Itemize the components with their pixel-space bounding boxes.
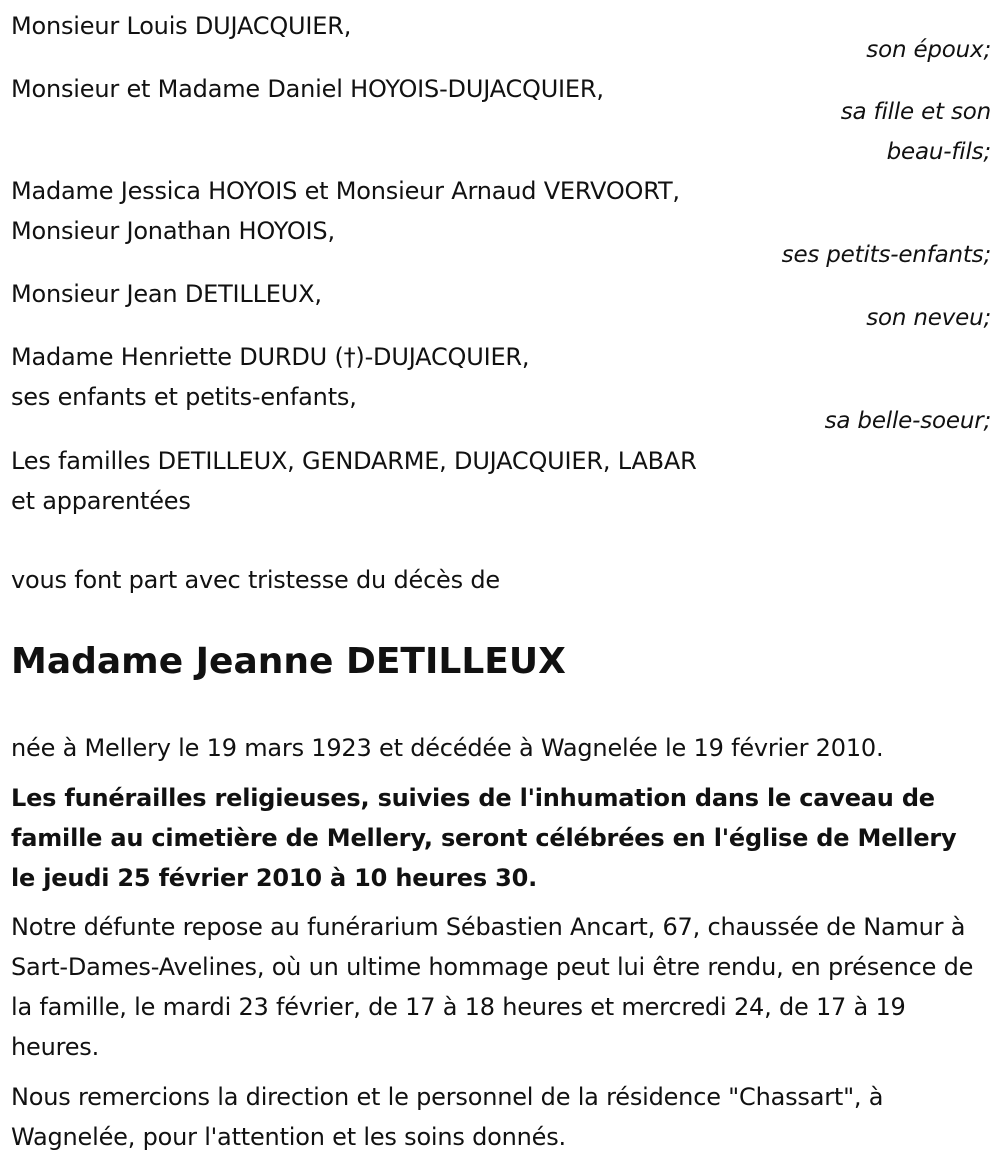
family-name-line: Monsieur Jonathan HOYOIS, (11, 217, 335, 245)
visitation-text: Notre défunte repose au funérarium Sébastien Ancart, 67, chaussée de Namur à Sart-Dames-Avelines, où un ultime hommage peut lui être rendu, en présence de la famille, le mardi 23 février, de 17 à 18 heures et mercredi 24, de 17 à 19 heures. (11, 913, 974, 1061)
family-name-line: Monsieur et Madame Daniel HOYOIS-DUJACQUIER, (11, 75, 604, 103)
family-relation: son époux; (866, 37, 991, 63)
thanks-text: Nous remercions la direction et le personnel de la résidence "Chassart", à Wagnelée, pour l'attention et les soins donnés. (11, 1083, 884, 1151)
deceased-name: Madame Jeanne DETILLEUX (11, 641, 566, 682)
family-name-line: Madame Henriette DURDU (†)-DUJACQUIER, (11, 343, 530, 371)
funeral-text: Les funérailles religieuses, suivies de l'inhumation dans le caveau de famille au cimetière de Mellery, seront célébrées en l'église de Mellery le jeudi 25 février 2010 à 10 heures 30. (11, 784, 957, 892)
family-relation: ses petits-enfants; (781, 242, 991, 268)
family-relation: son neveu; (866, 305, 991, 331)
family-name-line: et apparentées (11, 487, 191, 515)
family-name-line: Madame Jessica HOYOIS et Monsieur Arnaud VERVOORT, (11, 177, 680, 205)
family-relation: sa belle-soeur; (824, 408, 991, 434)
birth-death-text: née à Mellery le 19 mars 1923 et décédée à Wagnelée le 19 février 2010. (11, 734, 884, 762)
family-relation: sa fille et son (840, 99, 991, 125)
family-name-line: ses enfants et petits-enfants, (11, 383, 357, 411)
family-name-line: Monsieur Jean DETILLEUX, (11, 280, 322, 308)
family-name-line: Monsieur Louis DUJACQUIER, (11, 12, 352, 40)
announcement-text: vous font part avec tristesse du décès de (11, 566, 500, 594)
family-name-line: Les familles DETILLEUX, GENDARME, DUJACQUIER, LABAR (11, 447, 697, 475)
family-relation: beau-fils; (886, 139, 991, 165)
